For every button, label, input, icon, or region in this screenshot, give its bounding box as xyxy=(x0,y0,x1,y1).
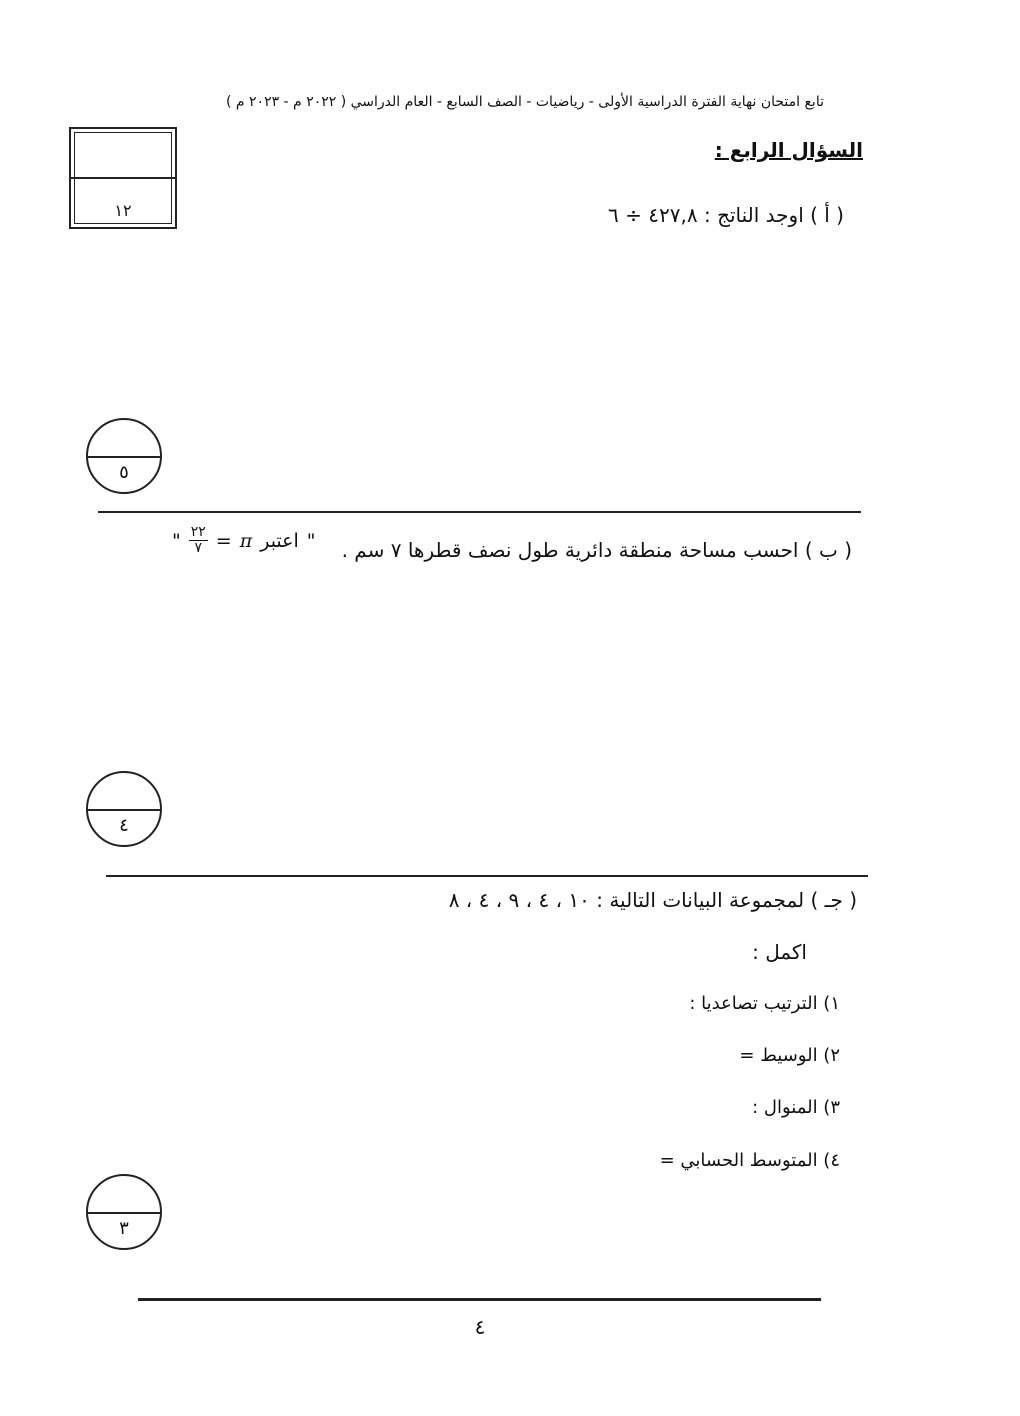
pi-fraction xyxy=(189,525,208,557)
pi-consider-label: اعتبر xyxy=(260,529,299,552)
part-b-score: ٤ xyxy=(119,815,129,836)
part-a-prompt: ( أ ) اوجد الناتج : ٤٢٧,٨ ÷ ٦ xyxy=(608,203,844,227)
total-score-divider xyxy=(71,177,175,179)
footer-divider xyxy=(138,1298,821,1301)
complete-label: اكمل : xyxy=(752,940,807,964)
part-c-score-circle xyxy=(86,1174,162,1250)
pi-close-quote: " xyxy=(306,529,316,552)
exam-header: تابع امتحان نهاية الفترة الدراسية الأولى - رياضيات - الصف السابع - العام الدراسي ( ٢٠٢٢ م - ٢٠٢٣ م ) xyxy=(226,94,824,110)
part-b-score-circle xyxy=(86,771,162,847)
part-c-prompt: ( جـ ) لمجموعة البيانات التالية : ١٠ ، ٤ ، ٩ ، ٤ ، ٨ xyxy=(448,888,857,912)
part-a-score-divider xyxy=(88,456,160,458)
part-a-score: ٥ xyxy=(119,462,129,483)
pi-fraction-denominator: ٧ xyxy=(194,540,203,557)
question-title: السؤال الرابع : xyxy=(714,138,863,162)
item-median: ٢) الوسيط = xyxy=(739,1045,840,1066)
total-score-box xyxy=(69,127,177,229)
page-number: ٤ xyxy=(474,1315,486,1339)
pi-approximation xyxy=(172,525,316,557)
section-divider-2 xyxy=(106,875,868,877)
part-c-score-divider xyxy=(88,1212,160,1214)
pi-equals-sign: = xyxy=(215,529,232,552)
pi-open-quote: " xyxy=(172,529,181,552)
section-divider-1 xyxy=(98,511,861,513)
part-c-score: ٣ xyxy=(119,1218,129,1239)
part-a-score-circle xyxy=(86,418,162,494)
item-mean: ٤) المتوسط الحسابي = xyxy=(659,1150,840,1171)
item-mode: ٣) المنوال : xyxy=(752,1097,840,1118)
pi-symbol: π xyxy=(239,529,253,552)
total-score-value: ١٢ xyxy=(114,201,132,220)
item-ascending-order: ١) الترتيب تصاعديا : xyxy=(689,993,840,1014)
pi-fraction-numerator: ٢٢ xyxy=(190,524,206,540)
part-b-score-divider xyxy=(88,809,160,811)
part-b-prompt: ( ب ) احسب مساحة منطقة دائرية طول نصف قطرها ٧ سم . xyxy=(341,538,852,562)
